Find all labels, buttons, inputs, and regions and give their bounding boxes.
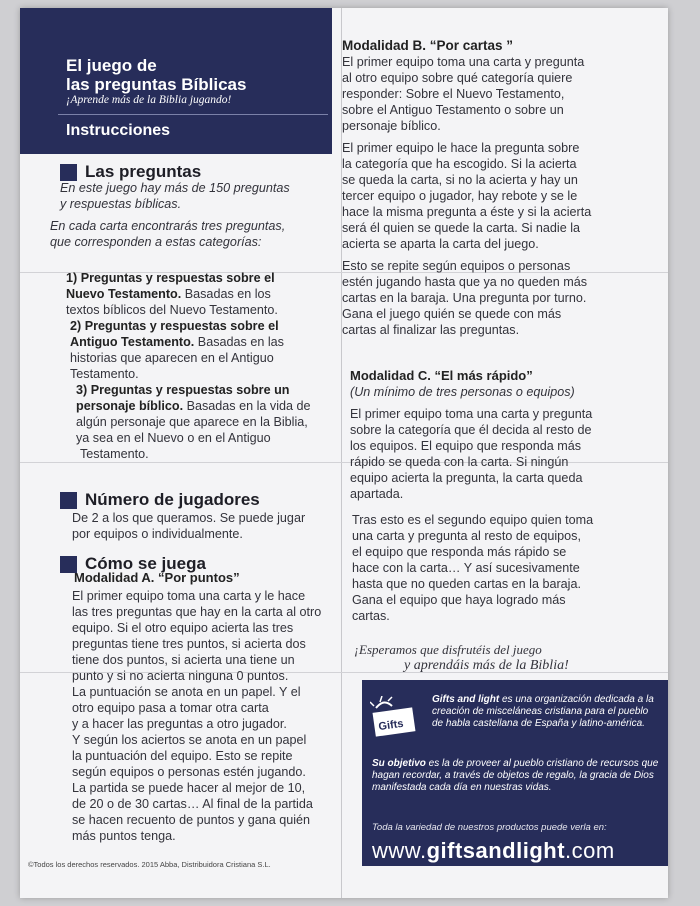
category-item xyxy=(66,270,336,318)
text-line: rápido se queda con la carta. Si ningún xyxy=(350,455,569,469)
modalidad-c-title: Modalidad C. “El más rápido” xyxy=(350,368,533,383)
text-line: más puntos tenga. xyxy=(72,829,176,843)
text-line: hace la misma pregunta a éste y si la acierta xyxy=(342,205,592,219)
section-title: Número de jugadores xyxy=(85,490,260,509)
text-line: Testamento. xyxy=(70,367,139,381)
text-line: historias que aparecen en el Antiguo xyxy=(70,351,274,365)
text-line: El primer equipo toma una carta y pregunta xyxy=(350,407,593,421)
website-link[interactable] xyxy=(372,838,615,864)
text-span: Basadas en la vida de xyxy=(183,399,311,413)
text-line: En cada carta encontrarás tres preguntas, xyxy=(50,219,286,233)
instructions-heading: Instrucciones xyxy=(66,122,171,139)
text-line: El primer equipo toma una carta y pregunta xyxy=(342,55,585,69)
svg-text:Gifts: Gifts xyxy=(377,717,405,734)
text-line: apartada. xyxy=(350,487,404,501)
section-preguntas-heading xyxy=(60,162,201,182)
text-line: que corresponden a estas categorías: xyxy=(50,235,262,249)
text-line: Esto se repite según equipos o personas xyxy=(342,259,571,273)
modalidad-b-para3 xyxy=(342,258,662,338)
org-name: Gifts and light xyxy=(432,694,500,705)
text-line: 2) Preguntas y respuestas sobre el xyxy=(70,319,279,333)
text-bold: Antiguo Testamento. xyxy=(70,335,195,349)
objective-label: Su objetivo xyxy=(372,758,426,769)
objective-body: es la de proveer al pueblo cristiano de recursos que hagan recordar, a través de objetos de regalo, la gracia de Dios manifestada cada día en nuestras vidas. xyxy=(372,758,659,793)
text-line: Tras esto es el segundo equipo quien toma xyxy=(352,513,594,527)
right-column xyxy=(342,8,668,898)
url-brand: giftsandlight xyxy=(426,838,566,863)
modalidad-c-para2 xyxy=(352,512,667,624)
text-line: sobre el Antiguo Testamento o sobre un xyxy=(342,103,564,117)
title-line: las preguntas Bíblicas xyxy=(66,75,247,94)
text-line: otro equipo pasa a tomar otra carta xyxy=(72,701,269,715)
org-description xyxy=(432,694,662,730)
text-line: Y según los aciertos se anota en un papel xyxy=(72,733,307,747)
text-line: la puntuación del equipo. Esto se repite xyxy=(72,749,293,763)
company-footer xyxy=(362,680,668,866)
text-line: 3) Preguntas y respuestas sobre un xyxy=(76,383,290,397)
text-line: y a hacer las preguntas a otro jugador. xyxy=(72,717,287,731)
text-line: acierta se aparta la carta del juego. xyxy=(342,237,539,251)
text-line: se hacen recuento de puntos y gana quién xyxy=(72,813,311,827)
text-line: de 20 o de 30 cartas… Al final de la partida xyxy=(72,797,313,811)
text-line: En este juego hay más de 150 preguntas xyxy=(60,181,290,195)
modalidad-a-title: Modalidad A. “Por puntos” xyxy=(74,570,240,585)
section-jugadores-heading xyxy=(60,490,260,510)
text-line: las tres preguntas que hay en la carta al otro xyxy=(72,605,322,619)
text-line: Testamento. xyxy=(80,447,149,461)
text-line: tiene dos puntos, si acierta una tiene un xyxy=(72,653,295,667)
text-line: Gana el equipo que haya logrado más xyxy=(352,593,566,607)
text-line: la categoría que ha escogido. Si la acierta xyxy=(342,157,577,171)
modalidad-a-text xyxy=(72,588,340,844)
text-line: hasta que no queden cartas en la baraja. xyxy=(352,577,581,591)
text-line: sobre la categoría que él decida al resto de xyxy=(350,423,592,437)
modalidad-b-title: Modalidad B. “Por cartas ” xyxy=(342,38,514,53)
modalidad-b-para1 xyxy=(342,54,662,134)
text-line: ya sea en el Nuevo o en el Antiguo xyxy=(76,431,271,445)
preguntas-card-text xyxy=(50,218,335,250)
closing-line: ¡Esperamos que disfrutéis del juego xyxy=(354,642,542,657)
text-line: El primer equipo toma una carta y le hace xyxy=(72,589,306,603)
title-line: El juego de xyxy=(66,56,157,75)
preguntas-intro xyxy=(60,180,330,212)
variety-text: Toda la variedad de nuestros productos puede verla en: xyxy=(372,822,607,833)
section-title: Las preguntas xyxy=(85,162,202,181)
text-bold: personaje bíblico. xyxy=(76,399,184,413)
text-line: personaje bíblico. xyxy=(342,119,441,133)
text-line: cartas al finalizar las preguntas. xyxy=(342,323,520,337)
text-line: El primer equipo le hace la pregunta sobre xyxy=(342,141,580,155)
url-part: www. xyxy=(372,838,427,863)
header-divider xyxy=(58,114,328,115)
text-line: equipo acierta la pregunta, la carta queda xyxy=(350,471,583,485)
text-line: 1) Preguntas y respuestas sobre el xyxy=(66,271,275,285)
objective-text xyxy=(372,758,662,794)
text-line: se queda la carta, si no la acierta y hay un xyxy=(342,173,578,187)
section-title: Cómo se juega xyxy=(85,554,206,573)
text-line: hace con la carta… Y así sucesivamente xyxy=(352,561,580,575)
square-bullet-icon xyxy=(60,164,77,181)
text-line: equipo. Si el otro equipo acierta las tres xyxy=(72,621,294,635)
text-bold: Nuevo Testamento. xyxy=(66,287,182,301)
org-text: es una organización dedicada a la creación de misceláneas cristiana para el pueblo de habla castellana de España y latino-américa. xyxy=(432,694,654,729)
text-line: preguntas tiene tres puntos, si acierta dos xyxy=(72,637,306,651)
text-line: los equipos. El equipo que responda más xyxy=(350,439,582,453)
gifts-and-light-logo-icon xyxy=(370,696,422,740)
modalidad-c-subtitle: (Un mínimo de tres personas o equipos) xyxy=(350,385,575,399)
text-line: textos bíblicos del Nuevo Testamento. xyxy=(66,303,278,317)
copyright: ©Todos los derechos reservados. 2015 Abba, Distribuidora Cristiana S.L. xyxy=(28,860,271,869)
left-column xyxy=(20,8,340,898)
text-line: tercer equipo o jugador, hay rebote y se le xyxy=(342,189,578,203)
modalidad-b-para2 xyxy=(342,140,662,252)
category-item xyxy=(76,382,336,462)
url-part: .com xyxy=(565,838,615,863)
text-line: cartas en la baraja. Una pregunta por turno. xyxy=(342,291,587,305)
text-line: según equipos o personas estén jugando. xyxy=(72,765,306,779)
closing-line: y aprendáis más de la Biblia! xyxy=(404,658,569,673)
text-line: responder: Sobre el Nuevo Testamento, xyxy=(342,87,565,101)
text-line: La partida se puede hacer al mejor de 10, xyxy=(72,781,306,795)
text-line: De 2 a los que queramos. Se puede jugar xyxy=(72,511,306,525)
text-line: el equipo que responda más rápido se xyxy=(352,545,567,559)
text-line: será él quien se quede la carta. Si nadie la xyxy=(342,221,581,235)
category-item xyxy=(70,318,336,382)
square-bullet-icon xyxy=(60,492,77,509)
text-line: y respuestas bíblicas. xyxy=(60,197,182,211)
text-line: punto y si no acierta ninguna 0 puntos. xyxy=(72,669,289,683)
modalidad-c-para1 xyxy=(350,406,665,502)
text-line: Gana el juego quién se quede con más xyxy=(342,307,562,321)
text-span: Basadas en los xyxy=(181,287,271,301)
game-subtitle: ¡Aprende más de la Biblia jugando! xyxy=(66,94,232,106)
jugadores-text xyxy=(72,510,337,542)
text-line: estén jugando hasta que ya no queden más xyxy=(342,275,588,289)
game-title xyxy=(66,56,316,94)
text-span: Basadas en las xyxy=(194,335,284,349)
category-list xyxy=(66,270,336,462)
text-line: algún personaje que aparece en la Biblia, xyxy=(76,415,308,429)
instruction-leaflet xyxy=(20,8,668,898)
text-line: al otro equipo sobre qué categoría quiere xyxy=(342,71,573,85)
title-header xyxy=(20,8,332,154)
text-line: cartas. xyxy=(352,609,390,623)
text-line: por equipos o individualmente. xyxy=(72,527,243,541)
text-line: La puntuación se anota en un papel. Y el xyxy=(72,685,301,699)
text-line: una carta y pregunta al resto de equipos, xyxy=(352,529,581,543)
